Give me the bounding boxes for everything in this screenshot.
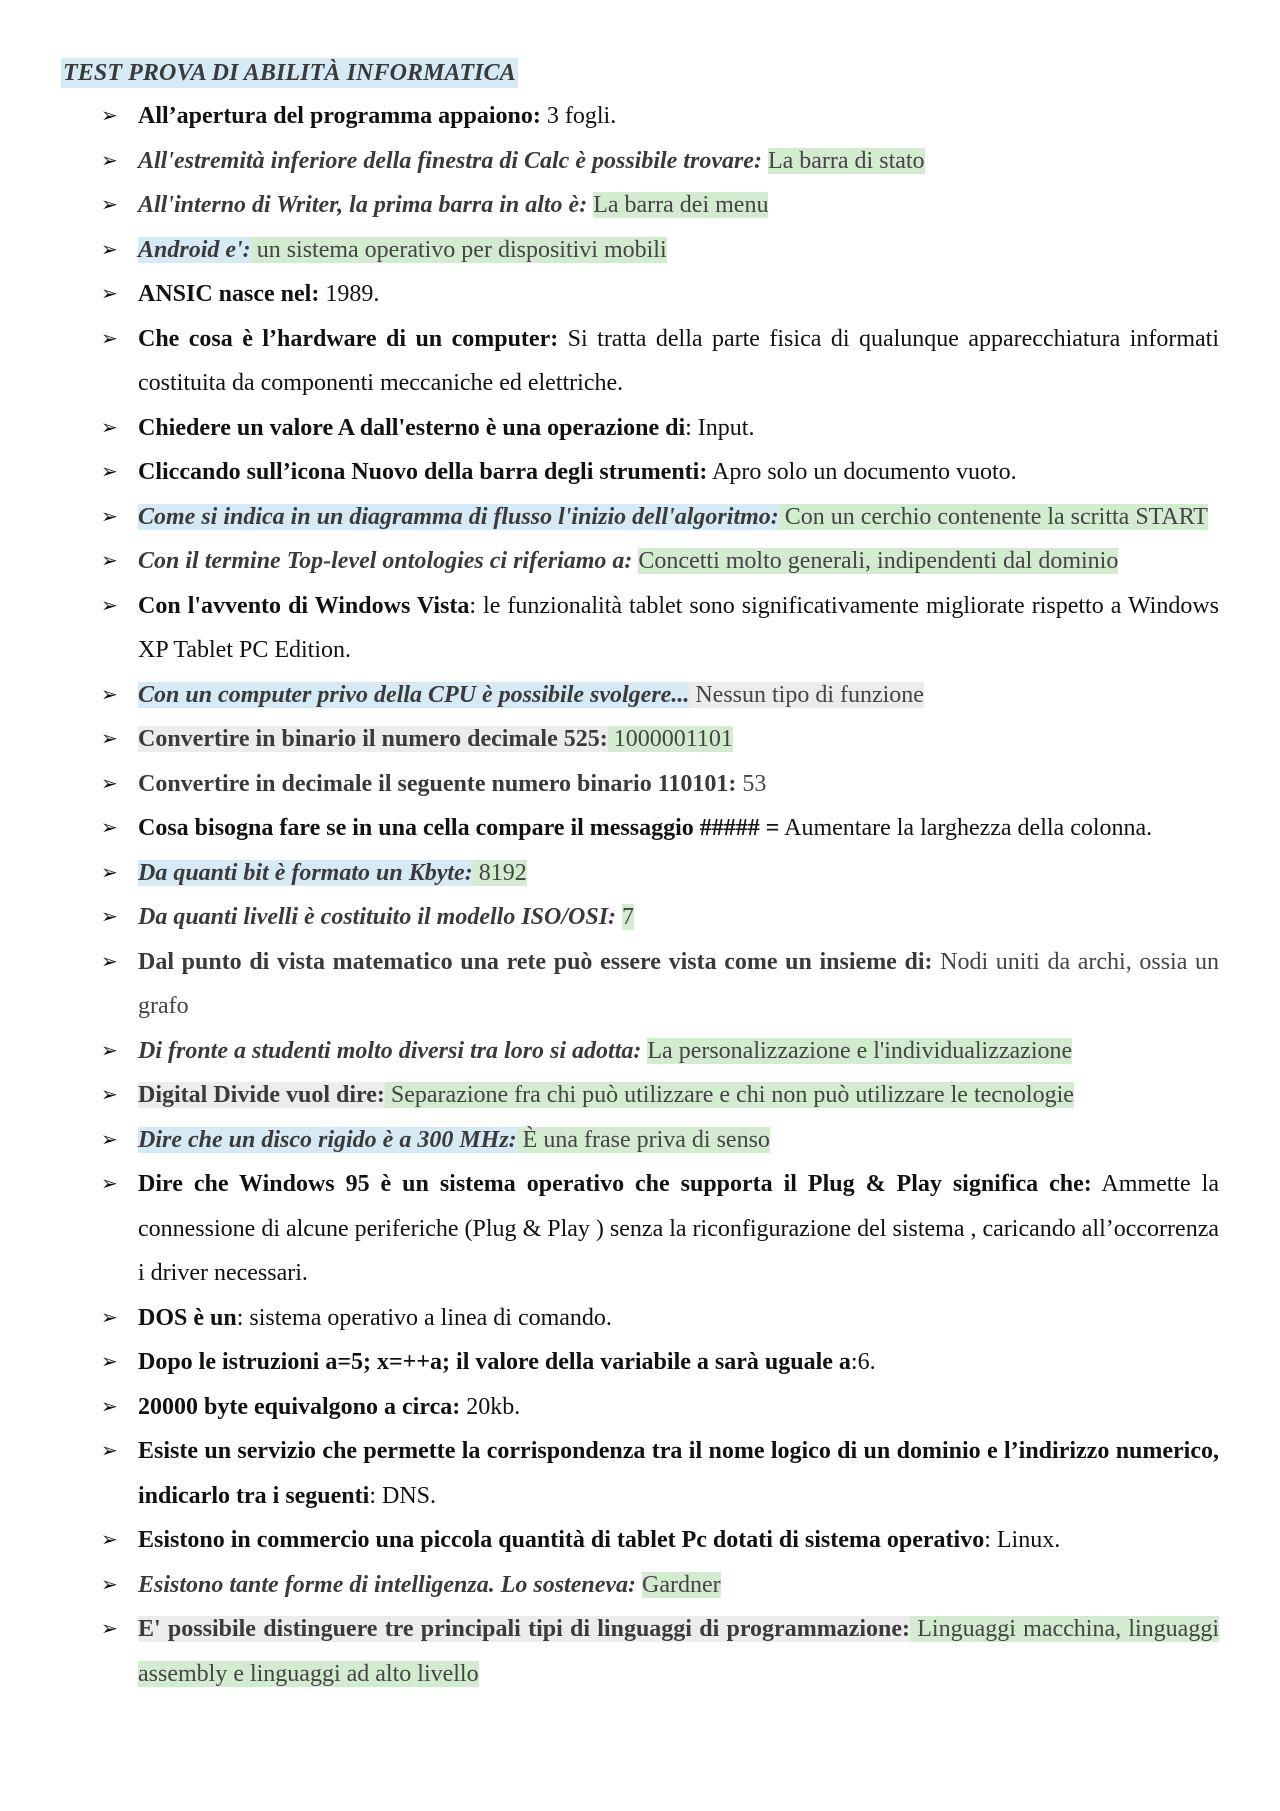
answer: Con un cerchio contenente la scritta START [784,503,1208,530]
arrow-bullet-icon: ➢ [101,550,118,572]
arrow-bullet-icon: ➢ [101,283,118,305]
answer: 1989. [319,281,380,307]
question: DOS è un [138,1304,237,1331]
answer: Ammette la connessione di alcune periferiche (Plug & Play ) senza la riconfigurazione del sistema , caricando all’occorrenza i driver necessari. [138,1171,1219,1286]
question: Dopo le istruzioni a=5; x=++a; il valore della variabile a sarà uguale a [138,1349,851,1375]
list-item [61,1385,1219,1430]
arrow-bullet-icon: ➢ [101,416,118,439]
question: Cosa bisogna fare se in una cella compare il messaggio ##### = [138,815,780,841]
arrow-bullet-icon: ➢ [101,149,118,172]
list-item [61,584,1219,673]
question: Cliccando sull’icona Nuovo della barra degli strumenti: [138,459,708,485]
arrow-bullet-icon: ➢ [101,594,118,617]
document-title: TEST PROVA DI ABILITÀ INFORMATICA [63,60,516,86]
question: Di fronte a studenti molto diversi tra loro si adotta: [138,1037,642,1064]
arrow-bullet-icon: ➢ [101,1529,118,1551]
list-item [61,539,1219,584]
arrow-bullet-icon: ➢ [101,105,118,127]
list-item [61,806,1219,851]
arrow-bullet-icon: ➢ [101,950,118,973]
answer: 7 [622,904,635,930]
question: Convertire in binario il numero decimale 525: [138,726,608,752]
list-item [61,183,1219,228]
question: ANSIC nasce nel: [138,281,320,307]
answer: : DNS. [369,1482,437,1509]
answer: : sistema operativo a linea di comando. [236,1304,612,1331]
list-item [61,317,1219,406]
question: Convertire in decimale il seguente numero binario 110101: [138,770,737,797]
list-item [61,1073,1219,1118]
answer: Linguaggi macchina, linguaggi assembly e linguaggi ad alto livello [138,1616,1219,1687]
answer: 53 [736,770,767,797]
arrow-bullet-icon: ➢ [101,1618,118,1640]
list-item [61,139,1219,184]
list-item [61,1296,1219,1341]
answer: : Linux. [984,1527,1061,1553]
list-item [61,495,1219,540]
answer: Concetti molto generali, indipendenti dal dominio [638,548,1119,574]
question: Con il termine Top-level ontologies ci riferiamo a: [138,548,633,574]
arrow-bullet-icon: ➢ [101,683,118,706]
arrow-bullet-icon: ➢ [101,1039,118,1062]
list-item [61,1518,1219,1563]
question: All’apertura del programma appaiono: [138,103,541,129]
question: Che cosa è l’hardware di un computer: [138,325,559,352]
question: All'estremità inferiore della finestra di Calc è possibile trovare: [138,147,762,174]
list-item [61,1607,1219,1696]
answer: Nodi uniti da archi, ossia un grafo [138,948,1220,1019]
arrow-bullet-icon: ➢ [101,861,118,884]
question: Con l'avvento di Windows Vista [138,592,470,619]
list-item [61,1563,1219,1608]
list-item [61,895,1219,940]
arrow-bullet-icon: ➢ [101,1573,118,1596]
list-item [61,94,1219,139]
answer: La barra di stato [767,147,925,174]
question: Dire che Windows 95 è un sistema operativo che supporta il Plug & Play significa che: [138,1171,1092,1197]
answer: La personalizzazione e l'individualizzazione [647,1037,1073,1064]
list-item [61,450,1219,495]
arrow-bullet-icon: ➢ [101,1128,118,1151]
list-item [61,1118,1219,1163]
arrow-bullet-icon: ➢ [101,505,118,528]
answer: 1000001101 [613,726,733,752]
arrow-bullet-icon: ➢ [101,1351,118,1373]
list-item [61,406,1219,451]
question: Esistono tante forme di intelligenza. Lo sosteneva: [138,1571,637,1598]
answer: un sistema operativo per dispositivi mobili [256,236,667,263]
question: Da quanti livelli è costituito il modello ISO/OSI: [138,904,617,930]
arrow-bullet-icon: ➢ [101,461,118,483]
question: 20000 byte equivalgono a circa: [138,1393,461,1420]
answer: :6. [850,1349,876,1375]
arrow-bullet-icon: ➢ [101,728,118,750]
arrow-bullet-icon: ➢ [101,772,118,795]
answer: Aumentare la larghezza della colonna. [779,815,1153,841]
question: Esistono in commercio una piccola quantità di tablet Pc dotati di sistema operativo [138,1527,985,1553]
arrow-bullet-icon: ➢ [101,1173,118,1195]
list-item [61,1029,1219,1074]
arrow-bullet-icon: ➢ [101,1306,118,1329]
question: Digital Divide vuol dire: [138,1082,385,1108]
list-item [61,228,1219,273]
list-item [61,1429,1219,1518]
question: Esiste un servizio che permette la corrispondenza tra il nome logico di un dominio e l’indirizzo numerico, indicarlo tra i seguenti [138,1438,1219,1509]
question: Da quanti bit è formato un Kbyte: [138,859,473,886]
question: Chiedere un valore A dall'esterno è una operazione di [138,414,686,441]
arrow-bullet-icon: ➢ [101,194,118,216]
arrow-bullet-icon: ➢ [101,1395,118,1418]
question: Android e': [138,236,251,263]
list-item [61,940,1219,1029]
question: E' possibile distinguere tre principali tipi di linguaggi di programmazione: [138,1616,910,1642]
list-item [61,673,1219,718]
list-item [61,717,1219,762]
answer: : le funzionalità tablet sono significativamente migliorate rispetto a Windows XP Tablet PC Edition. [138,592,1220,663]
answer: La barra dei menu [593,192,769,218]
list-item [61,1340,1219,1385]
question: Come si indica in un diagramma di flusso l'inizio dell'algoritmo: [138,503,779,530]
answer: Nessun tipo di funzione [695,681,924,708]
answer: : Input. [685,414,755,441]
arrow-bullet-icon: ➢ [101,1440,118,1462]
arrow-bullet-icon: ➢ [101,906,118,928]
answer: Apro solo un documento vuoto. [707,459,1017,485]
list-item [61,272,1219,317]
answer: Si tratta della parte fisica di qualunque apparecchiatura informati costituita da componenti meccaniche ed elettriche. [138,325,1220,396]
arrow-bullet-icon: ➢ [101,817,118,839]
question: Con un computer privo della CPU è possibile svolgere... [138,681,690,708]
arrow-bullet-icon: ➢ [101,327,118,350]
answer: Separazione fra chi può utilizzare e chi non può utilizzare le tecnologie [390,1082,1074,1108]
question-list [61,94,1219,1696]
question: Dal punto di vista matematico una rete può essere vista come un insieme di: [138,948,933,975]
answer: È una frase priva di senso [522,1126,770,1153]
arrow-bullet-icon: ➢ [101,1084,118,1106]
list-item [61,851,1219,896]
answer: 8192 [478,859,527,886]
answer: 3 fogli. [540,103,617,129]
list-item [61,1162,1219,1296]
question: Dire che un disco rigido è a 300 MHz: [138,1126,517,1153]
answer: 20kb. [460,1393,521,1420]
question: All'interno di Writer, la prima barra in alto è: [138,192,588,218]
list-item [61,762,1219,807]
arrow-bullet-icon: ➢ [101,238,118,261]
answer: Gardner [642,1571,721,1598]
